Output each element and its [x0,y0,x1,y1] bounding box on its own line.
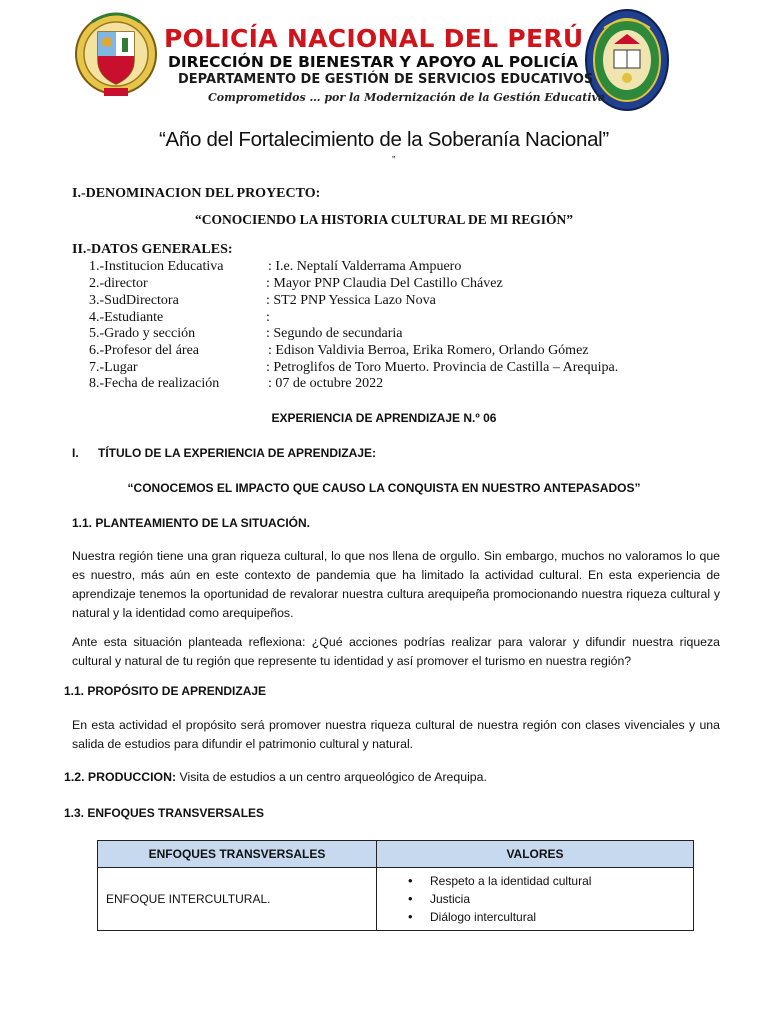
enfoque-cell: ENFOQUE INTERCULTURAL. [98,868,377,931]
datos-value: : I.e. Neptalí Valderrama Ampuero [268,259,462,274]
datos-label: 1.-Institucion Educativa [89,259,224,274]
planteamiento-heading: 1.1. PLANTEAMIENTO DE LA SITUACIÓN. [72,516,311,530]
produccion-text: Visita de estudios a un centro arqueológico de Arequipa. [176,770,487,784]
experiencia-title: EXPERIENCIA DE APRENDIZAJE N.º 06 [271,411,497,425]
datos-label: 4.-Estudiante [89,310,164,325]
valores-cell [377,868,694,931]
list-item: • Respeto a la identidad cultural [430,872,692,890]
enfoques-heading: 1.3. ENFOQUES TRANSVERSALES [64,806,265,820]
datos-label: 8.-Fecha de realización [89,376,220,391]
list-item: • Diálogo intercultural [430,908,692,926]
list-item: • Justicia [430,890,692,908]
header-title: POLICÍA NACIONAL DEL PERÚ [164,24,584,53]
datos-label: 6.-Profesor del área [89,343,200,358]
datos-value: : ST2 PNP Yessica Lazo Nova [266,293,436,308]
titulo-heading: TÍTULO DE LA EXPERIENCIA DE APRENDIZAJE: [98,446,377,460]
planteamiento-paragraph-2: Ante esta situación planteada reflexiona: ¿Qué acciones podrías realizar para valorar y difundir nuestra riqueza cultural y natural de tu región que represente tu identidad y así promover el turismo en nuestra región? [72,635,720,668]
header-direction: DIRECCIÓN DE BIENESTAR Y APOYO AL POLICÍA [168,53,579,71]
datos-value: : Segundo de secundaria [266,326,403,341]
datos-value: : Mayor PNP Claudia Del Castillo Chávez [266,276,503,291]
datos-value: : [266,310,270,325]
datos-label: 2.-director [89,276,148,291]
enfoques-table [97,840,694,931]
pnp-shield-logo [74,8,158,108]
datos-label: 3.-SudDirectora [89,293,179,308]
section-datos-heading: II.-DATOS GENERALES: [72,242,233,257]
year-mark: ” [392,155,396,166]
table-header-valores: VALORES [377,841,694,868]
produccion-label: 1.2. PRODUCCION: [64,770,177,784]
section-denominacion-heading: I.-DENOMINACION DEL PROYECTO: [72,186,321,201]
titulo-number: I. [72,446,79,460]
table-row [98,868,694,931]
valores-list [378,870,692,928]
proposito-heading: 1.1. PROPÓSITO DE APRENDIZAJE [64,684,267,698]
table-header-row [98,841,694,868]
datos-value: : Edison Valdivia Berroa, Erika Romero, Orlando Gómez [268,343,589,358]
project-title: “CONOCIENDO LA HISTORIA CULTURAL DE MI REGIÓN” [194,212,574,227]
datos-label: 7.-Lugar [89,360,138,375]
proposito-text: En esta actividad el propósito será promover nuestra riqueza cultural de nuestra región con clases vivenciales y una salida de estudios para difundir el patrimonio cultural y natural. [72,718,720,751]
datos-value: : Petroglifos de Toro Muerto. Provincia de Castilla – Arequipa. [266,360,619,375]
header-department: DEPARTAMENTO DE GESTIÓN DE SERVICIOS EDUCATIVOS [178,72,594,87]
header-motto: Comprometidos … por la Modernización de la Gestión Educativa [208,91,606,104]
datos-value: : 07 de octubre 2022 [268,376,384,391]
datos-label: 5.-Grado y sección [89,326,196,341]
table-header-enfoques: ENFOQUES TRANSVERSALES [98,841,377,868]
year-title: “Año del Fortalecimiento de la Soberanía Nacional” [159,128,609,151]
produccion-line [64,770,487,784]
titulo-value: “CONOCEMOS EL IMPACTO QUE CAUSO LA CONQUISTA EN NUESTRO ANTEPASADOS” [127,481,641,495]
planteamiento-paragraph-1: Nuestra región tiene una gran riqueza cultural, lo que nos llena de orgullo. Sin embargo, muchos no valoramos lo que es nuestro, más aún en este contexto de pandemia que ha limitado la actividad cultural. En esta experiencia de aprendizaje tenemos la oportunidad de revalorar nuestra cultura arequipeña promocionando nuestra riqueza cultural y natural y la identidad como arequipeños. [72,549,720,620]
